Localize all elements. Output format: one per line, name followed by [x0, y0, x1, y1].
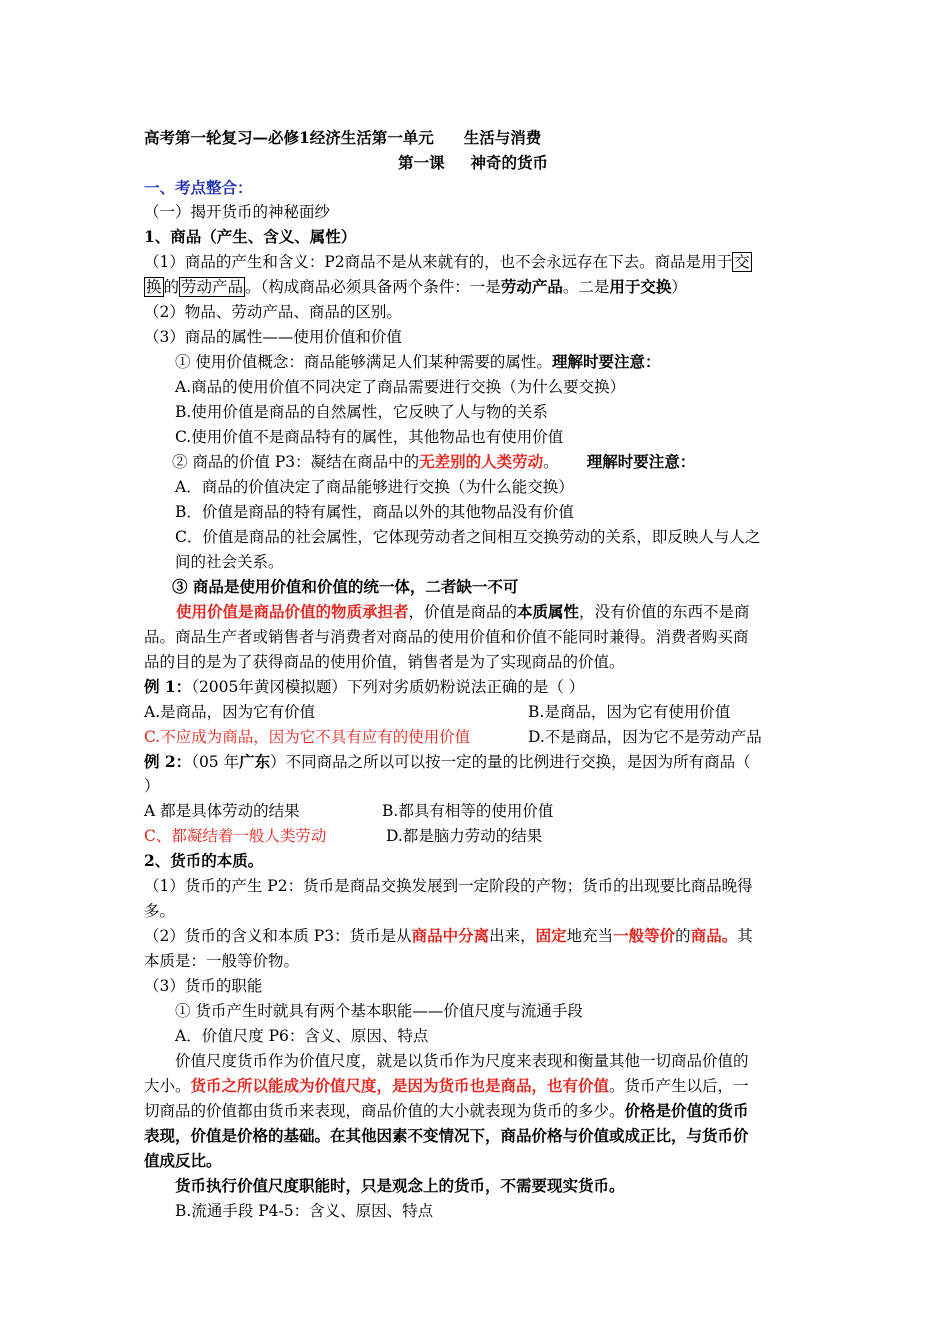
paragraph-line: （1）商品的产生和含义：P2商品不是从来就有的，也不会永远存在下去。商品是用于 交 [144, 253, 750, 271]
lesson-title [398, 152, 548, 174]
paragraph-line: （3）商品的属性——使用价值和价值 [144, 328, 402, 346]
paragraph-line: ② 商品的价值 P3：凝结在商品中的无差别的人类劳动。 理解时要注意： [172, 452, 696, 471]
option-c-answer: C、都凝结着一般人类劳动 [144, 827, 327, 845]
example-question: 例 1：（2005年黄冈模拟题）下列对劣质奶粉说法正确的是（ ） [144, 677, 585, 696]
example-question: 例 2：（05 年广东）不同商品之所以可以按一定的量的比例进行交换，是因为所有商品（ [144, 752, 751, 771]
list-item: A．商品的价值决定了商品能够进行交换（为什么能交换） [175, 478, 574, 496]
paragraph-line: 大小。货币之所以能成为价值尺度，是因为货币也是商品，也有价值。货币产生以后，一 [144, 1076, 749, 1095]
paragraph-line: 品的目的是为了获得商品的使用价值，销售者是为了实现商品的价值。 [144, 653, 625, 671]
option-c-answer: C.不应成为商品，因为它不具有应有的使用价值 [144, 728, 471, 746]
option-d: D.不是商品，因为它不是劳动产品 [528, 728, 762, 746]
paragraph-line: （2）货币的含义和本质 P3：货币是从商品中分离出来，固定地充当一般等价的商品。其 [144, 926, 753, 945]
option-b: B.都具有相等的使用价值 [382, 802, 554, 820]
option-a: A.是商品，因为它有价值 [144, 703, 316, 721]
paragraph-line: 品。商品生产者或销售者与消费者对商品的使用价值和价值不能同时兼得。消费者购买商 [144, 628, 749, 646]
paragraph-line: 表现，价值是价格的基础。在其他因素不变情况下，商品价格与价值或成正比，与货币价 [144, 1126, 749, 1145]
list-item: B.使用价值是商品的自然属性，它反映了人与物的关系 [175, 403, 548, 421]
paragraph-line: ① 货币产生时就具有两个基本职能——价值尺度与流通手段 [175, 1002, 583, 1020]
list-item: B.流通手段 P4-5：含义、原因、特点 [175, 1202, 434, 1220]
option-a: A 都是具体劳动的结果 [144, 802, 300, 820]
lesson-name: 神奇的货币 [470, 153, 549, 172]
paragraph-line: ） [144, 777, 160, 795]
list-item: C．价值是商品的社会属性，它体现劳动者之间相互交换劳动的关系，即反映人与人之 [175, 528, 761, 546]
paragraph-line: ① 使用价值概念：商品能够满足人们某种需要的属性。理解时要注意： [175, 352, 661, 371]
document-title [144, 127, 541, 149]
section-heading: 一、考点整合： [144, 178, 253, 197]
paragraph-line: 切商品的价值都由货币来表现，商品价值的大小就表现为货币的多少。价格是价值的货币 [144, 1101, 749, 1120]
paragraph-line: 本质是：一般等价物。 [144, 952, 300, 970]
option-b: B.是商品，因为它有使用价值 [528, 703, 731, 721]
option-d: D.都是脑力劳动的结果 [386, 827, 543, 845]
paragraph-line: ③ 商品是使用价值和价值的统一体，二者缺一不可 [172, 577, 519, 596]
title-unit: 生活与消费 [463, 128, 542, 147]
paragraph-line: （3）货币的职能 [144, 977, 263, 995]
paragraph-line: （1）货币的产生 P2：货币是商品交换发展到一定阶段的产物；货币的出现要比商品晚得 [144, 877, 753, 895]
list-item: A.商品的使用价值不同决定了商品需要进行交换（为什么要交换） [175, 378, 626, 396]
boxed-term: 交 [734, 253, 750, 271]
paragraph-line: 使用价值是商品价值的物质承担者，价值是商品的本质属性，没有价值的东西不是商 [176, 602, 750, 621]
subheading-money: 2、货币的本质。 [144, 851, 264, 870]
subheading-commodity: 1、商品（产生、含义、属性） [144, 227, 357, 246]
list-item: A．价值尺度 P6：含义、原因、特点 [175, 1027, 429, 1045]
paragraph-line: 货币执行价值尺度职能时，只是观念上的货币，不需要现实货币。 [175, 1176, 625, 1195]
title-main: 高考第一轮复习—必修1经济生活第一单元 [144, 128, 434, 147]
boxed-term: 劳动产品 [181, 278, 244, 296]
list-item: C.使用价值不是商品特有的属性，其他物品也有使用价值 [175, 428, 564, 446]
paragraph-line: （2）物品、劳动产品、商品的区别。 [144, 303, 402, 321]
paragraph-line: 值成反比。 [144, 1151, 222, 1170]
boxed-term: 换 [146, 278, 162, 296]
list-item: 间的社会关系。 [175, 553, 284, 571]
paragraph-line: 价值尺度货币作为价值尺度，就是以货币作为尺度来表现和衡量其他一切商品价值的 [175, 1052, 749, 1070]
part-heading: （一）揭开货币的神秘面纱 [144, 203, 331, 221]
paragraph-line: 多。 [144, 902, 176, 920]
paragraph-line: 换 的 劳动产品 。（构成商品必须具备两个条件：一是劳动产品。二是用于交换） [146, 277, 687, 296]
list-item: B．价值是商品的特有属性，商品以外的其他物品没有价值 [175, 503, 574, 521]
lesson-number: 第一课 [398, 153, 445, 172]
